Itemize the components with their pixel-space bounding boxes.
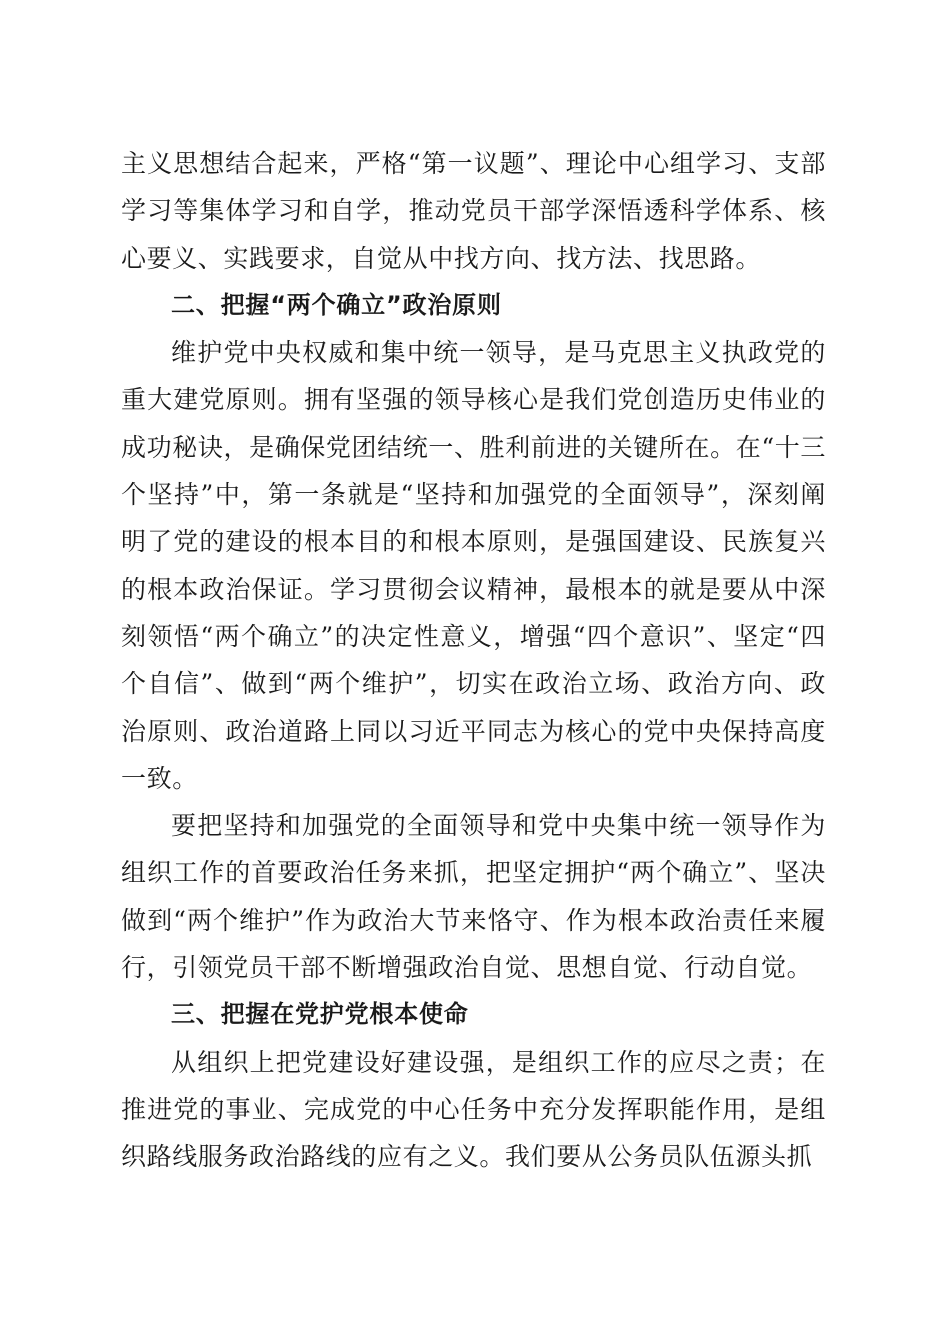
section-heading-3: 三、把握在党护党根本使命 [171, 1000, 469, 1029]
continuation-paragraph: 主义思想结合起来，严格“第一议题”、理论中心组学习、支部学习等集体学习和自学，推动党员干部学深悟透科学体系、核心要义、实践要求，自觉从中找方向、找方法、找思路。 [121, 149, 826, 273]
section2-paragraph-2: 要把坚持和加强党的全面领导和党中央集中统一领导作为组织工作的首要政治任务来抓，把坚定拥护“两个确立”、坚决做到“两个维护”作为政治大节来恪守、作为根本政治责任来履行，引领党员干部不断增强政治自觉、思想自觉、行动自觉。 [121, 811, 826, 983]
section3-paragraph-1: 从组织上把党建设好建设强，是组织工作的应尽之责；在推进党的事业、完成党的中心任务中充分发挥职能作用，是组织路线服务政治路线的应有之义。我们要从公务员队伍源头抓 [121, 1047, 826, 1172]
section2-paragraph-1: 维护党中央权威和集中统一领导，是马克思主义执政党的重大建党原则。拥有坚强的领导核心是我们党创造历史伟业的成功秘诀，是确保党团结统一、胜利前进的关键所在。在“十三个坚持”中，第一条就是“坚持和加强党的全面领导”，深刻阐明了党的建设的根本目的和根本原则，是强国建设、民族复兴的根本政治保证。学习贯彻会议精神，最根本的就是要从中深刻领悟“两个确立”的决定性意义，增强“四个意识”、坚定“四个自信”、做到“两个维护”，切实在政治立场、政治方向、政治原则、政治道路上同以习近平同志为核心的党中央保持高度一致。 [121, 338, 826, 793]
document-body [121, 140, 826, 1181]
section-heading-2: 二、把握“两个确立”政治原则 [171, 290, 502, 319]
